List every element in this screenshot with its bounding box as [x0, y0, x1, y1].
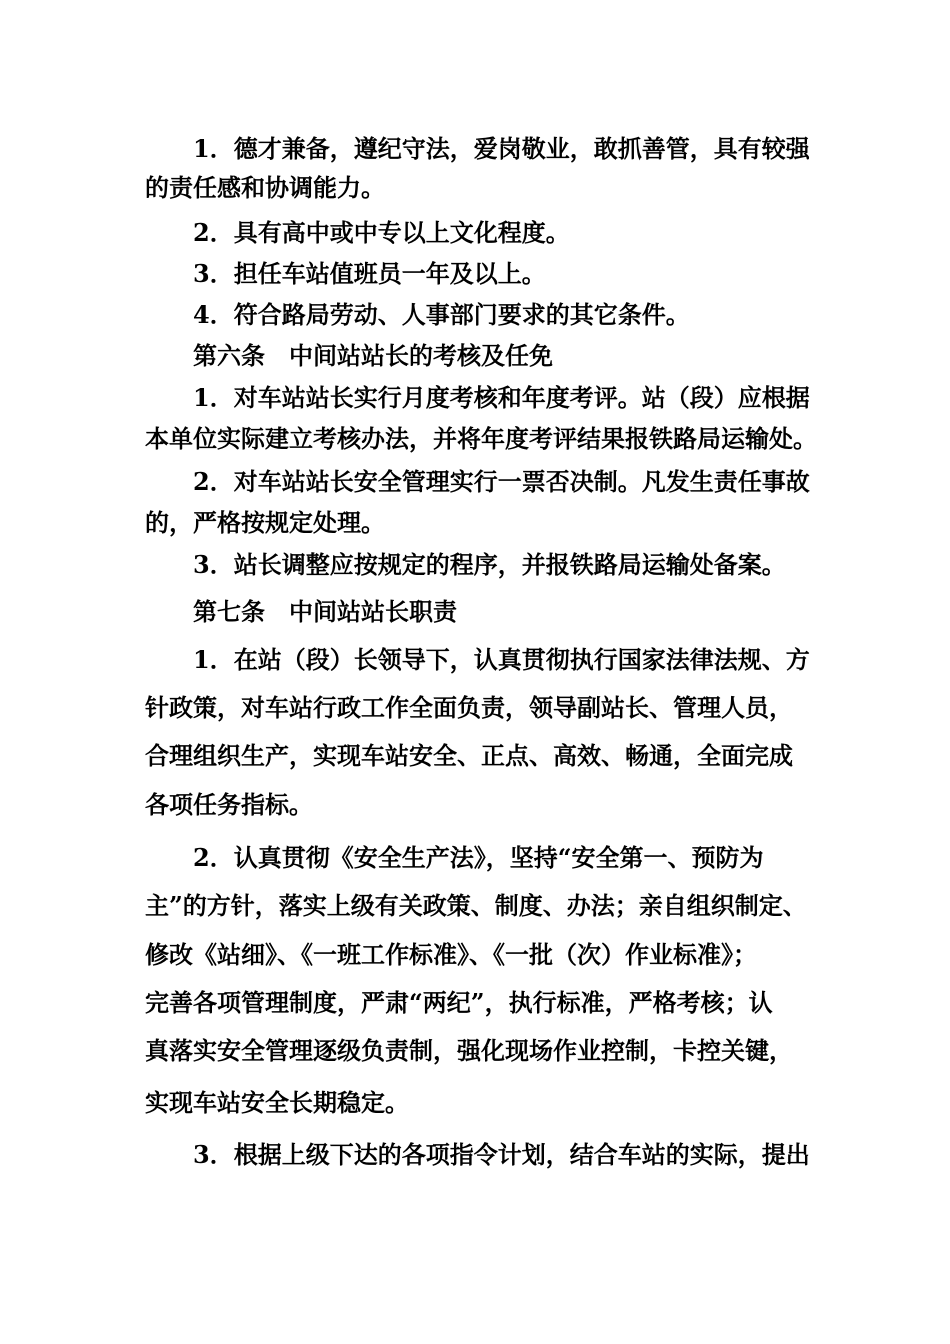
text-line: 本单位实际建立考核办法，并将年度考评结果报铁路局运输处。: [145, 424, 817, 453]
text-line: 实现车站安全长期稳定。: [145, 1088, 409, 1117]
text-line: 的，严格按规定处理。: [145, 508, 385, 537]
text-line: 2．认真贯彻《安全生产法》，坚持“安全第一、预防为: [193, 843, 764, 872]
text-line: 2．具有高中或中专以上文化程度。: [193, 218, 570, 247]
text-line: 3．站长调整应按规定的程序，并报铁路局运输处备案。: [193, 550, 786, 579]
text-line: 2．对车站站长安全管理实行一票否决制。凡发生责任事故: [193, 467, 810, 496]
text-line: 1．德才兼备，遵纪守法，爱岗敬业，敢抓善管，具有较强: [193, 134, 810, 163]
text-line: 3．担任车站值班员一年及以上。: [193, 259, 546, 288]
text-line: 主”的方针，落实上级有关政策、制度、办法；亲自组织制定、: [145, 891, 807, 920]
text-line: 完善各项管理制度，严肃“两纪”，执行标准，严格考核；认: [145, 988, 773, 1017]
text-line: 真落实安全管理逐级负责制，强化现场作业控制，卡控关键，: [145, 1036, 793, 1065]
text-line: 合理组织生产，实现车站安全、正点、高效、畅通，全面完成: [145, 741, 793, 770]
text-line: 1．在站（段）长领导下，认真贯彻执行国家法律法规、方: [193, 645, 810, 674]
text-line: 各项任务指标。: [145, 790, 313, 819]
text-line: 3．根据上级下达的各项指令计划，结合车站的实际，提出: [193, 1140, 810, 1169]
text-line: 修改《站细》、《一班工作标准》、《一批（次）作业标准》；: [145, 940, 757, 969]
text-line: 4．符合路局劳动、人事部门要求的其它条件。: [193, 300, 690, 329]
text-line: 针政策，对车站行政工作全面负责，领导副站长、管理人员，: [145, 693, 793, 722]
text-line: 1．对车站站长实行月度考核和年度考评。站（段）应根据: [193, 383, 810, 412]
text-line: 的责任感和协调能力。: [145, 173, 385, 202]
section-heading: 第七条 中间站站长职责: [193, 597, 457, 626]
section-heading: 第六条 中间站站长的考核及任免: [193, 341, 553, 370]
